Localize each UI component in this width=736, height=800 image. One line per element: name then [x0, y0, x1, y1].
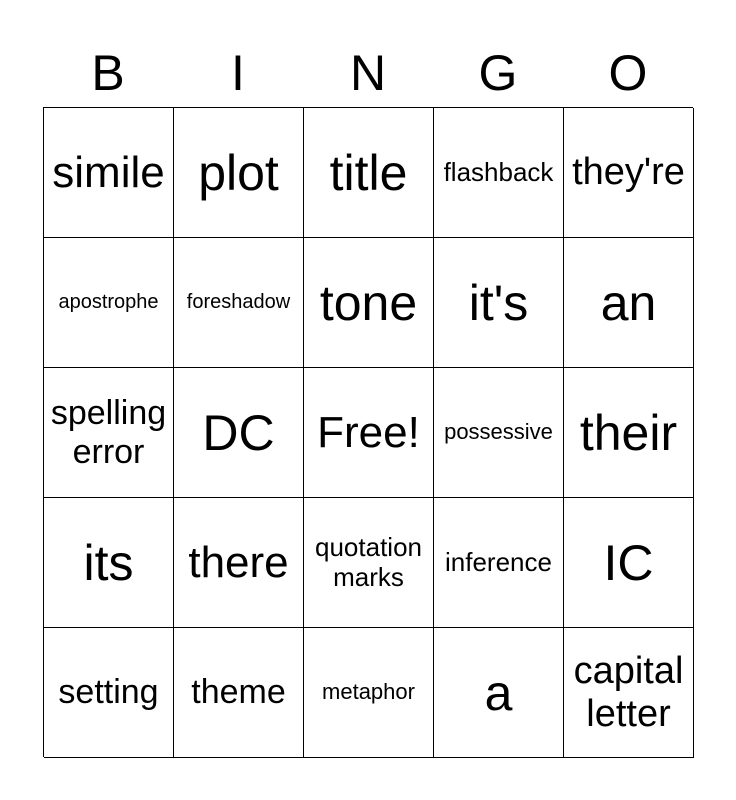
bingo-cell[interactable]	[174, 498, 304, 628]
bingo-cell[interactable]	[44, 498, 174, 628]
bingo-header	[43, 42, 693, 104]
cell-text: a	[484, 664, 513, 721]
cell-text: apostrophe	[58, 291, 159, 314]
bingo-cell[interactable]	[564, 368, 694, 498]
header-letter-n: N	[349, 45, 387, 101]
cell-text: setting	[58, 673, 159, 712]
cell-text: Free!	[317, 407, 420, 457]
bingo-cell[interactable]	[304, 238, 434, 368]
cell-text: their	[579, 404, 678, 461]
bingo-cell[interactable]	[564, 498, 694, 628]
cell-text: there	[188, 537, 289, 587]
bingo-cell[interactable]	[564, 108, 694, 238]
bingo-cell[interactable]	[434, 628, 564, 758]
cell-text: DC	[202, 404, 275, 461]
bingo-cell[interactable]	[44, 238, 174, 368]
header-letter-i: I	[231, 45, 245, 101]
header-letter-o: O	[608, 45, 648, 101]
cell-text: IC	[603, 534, 654, 591]
bingo-cell[interactable]	[44, 628, 174, 758]
bingo-cell[interactable]	[304, 498, 434, 628]
cell-text: plot	[198, 144, 279, 201]
cell-text: spelling error	[50, 394, 167, 471]
cell-text: inference	[445, 546, 552, 577]
cell-text: possessive	[444, 419, 553, 445]
cell-text: simile	[52, 147, 165, 197]
bingo-cell[interactable]	[304, 628, 434, 758]
bingo-cell[interactable]	[564, 628, 694, 758]
cell-text: foreshadow	[186, 291, 291, 314]
bingo-cell[interactable]	[174, 238, 304, 368]
cell-text: they're	[572, 151, 685, 194]
bingo-cell[interactable]	[304, 108, 434, 238]
bingo-cell[interactable]	[434, 498, 564, 628]
header-letter-b: B	[91, 45, 125, 101]
bingo-cell[interactable]	[44, 368, 174, 498]
cell-text: metaphor	[322, 679, 415, 705]
bingo-cell[interactable]	[564, 238, 694, 368]
cell-text: flashback	[443, 156, 554, 187]
bingo-cell[interactable]	[44, 108, 174, 238]
cell-text: tone	[319, 274, 418, 331]
cell-text: theme	[191, 673, 286, 712]
cell-text: its	[83, 534, 134, 591]
cell-text: an	[600, 274, 657, 331]
cell-text: title	[329, 144, 408, 201]
free-space[interactable]	[304, 368, 434, 498]
bingo-cell[interactable]	[174, 628, 304, 758]
bingo-cell[interactable]	[434, 108, 564, 238]
bingo-cell[interactable]	[434, 238, 564, 368]
cell-text: quotation marks	[315, 532, 422, 592]
cell-text: it's	[468, 274, 529, 331]
header-letter-g: G	[478, 45, 518, 101]
cell-text: capital letter	[573, 649, 684, 735]
bingo-cell[interactable]	[174, 368, 304, 498]
bingo-board	[43, 107, 693, 757]
bingo-cell[interactable]	[434, 368, 564, 498]
bingo-cell[interactable]	[174, 108, 304, 238]
